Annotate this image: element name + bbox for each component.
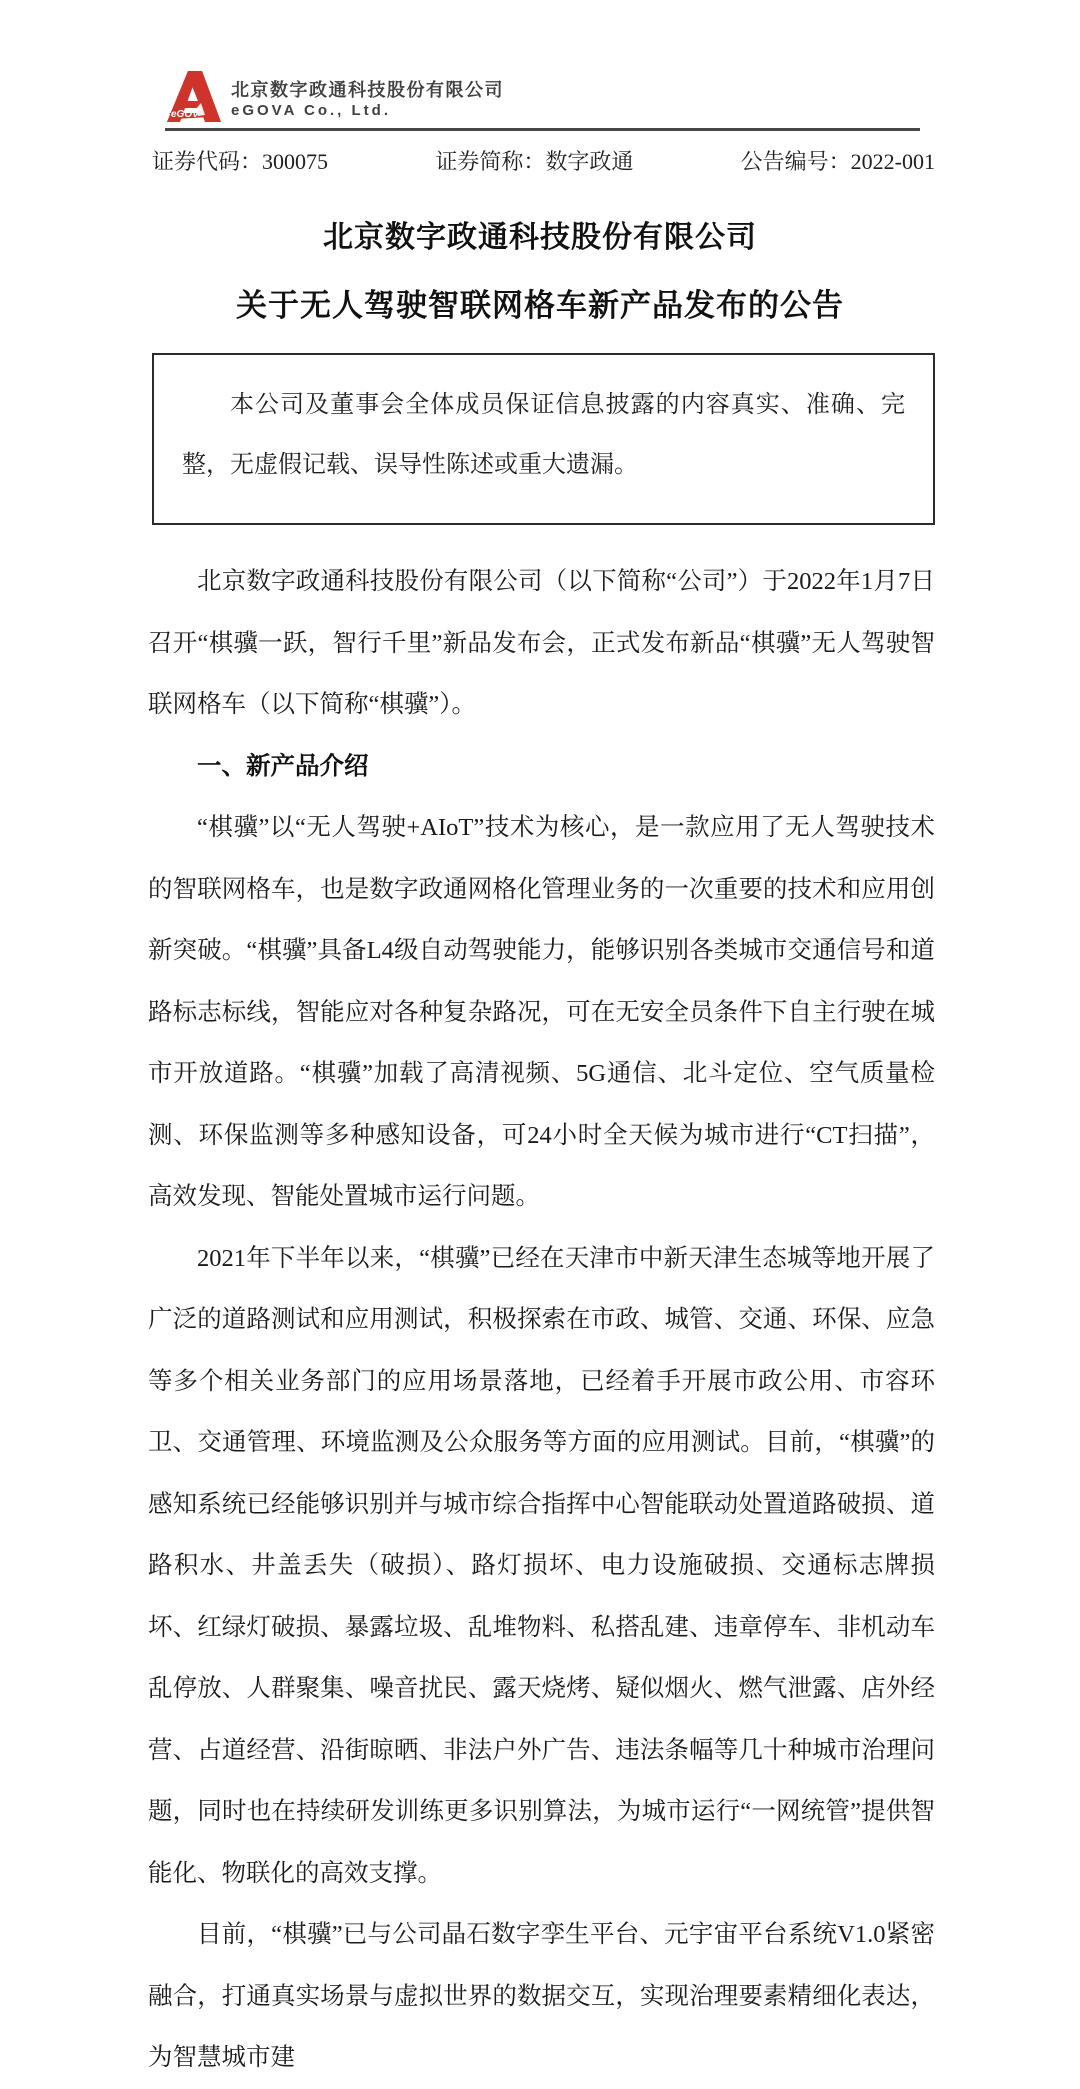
paragraph-testing-progress: 2021年下半年以来，“棋骥”已经在天津市中新天津生态城等地开展了广泛的道路测试和应用测试，积极探索在市政、城管、交通、环保、应急等多个相关业务部门的应用场景落地，已经着手开展市政公用、市容环卫、交通管理、环境监测及公众服务等方面的应用测试。目前，“棋骥”的感知系统已经能够识别并与城市综合指挥中心智能联动处置道路破损、道路积水、井盖丢失（破损）、路灯损坏、电力设施破损、交通标志牌损坏、红绿灯破损、暴露垃圾、乱堆物料、私搭乱建、违章停车、非机动车乱停放、人群聚集、噪音扰民、露天烧烤、疑似烟火、燃气泄露、店外经营、占道经营、沿街晾晒、非法户外广告、违法条幅等几十种城市治理问题，同时也在持续研发训练更多识别算法，为城市运行“一网统管”提供智能化、物联化的高效支撑。	[148, 1244, 935, 1887]
header-divider	[165, 128, 920, 131]
securities-meta-row	[152, 145, 935, 176]
section-heading-1: 一、新产品介绍	[197, 752, 369, 780]
company-name-cn: 北京数字政通科技股份有限公司	[231, 80, 504, 100]
announcement-body	[148, 551, 935, 2089]
paragraph-product-description: “棋骥”以“无人驾驶+AIoT”技术为核心，是一款应用了无人驾驶技术的智联网格车，也是数字政通网格化管理业务的一次重要的技术和应用创新突破。“棋骥”具备L4级自动驾驶能力，能够识别各类城市交通信号和道路标志标线，智能应对各种复杂路况，可在无安全员条件下自主行驶在城市开放道路。“棋骥”加载了高清视频、5G通信、北斗定位、空气质量检测、环保监测等多种感知设备，可24小时全天候为城市进行“CT扫描”，高效发现、智能处置城市运行问题。	[148, 814, 935, 1210]
svg-text:eGOV: eGOV	[171, 109, 199, 120]
document-title-subject: 关于无人驾驶智联网格车新产品发布的公告	[236, 288, 844, 323]
company-logo-header	[0, 0, 1080, 122]
paragraph-intro: 北京数字政通科技股份有限公司（以下简称“公司”）于2022年1月7日召开“棋骥一跃，智行千里”新品发布会，正式发布新品“棋骥”无人驾驶智联网格车（以下简称“棋骥”）。	[148, 568, 935, 718]
stock-short-name: 证券简称：数字政通	[435, 149, 634, 174]
egova-logo-icon	[165, 70, 221, 122]
paragraph-platform-integration: 目前，“棋骥”已与公司晶石数字孪生平台、元宇宙平台系统V1.0紧密融合，打通真实场景与虚拟世界的数据交互，实现治理要素精细化表达，为智慧城市建	[148, 1921, 935, 2071]
disclaimer-box	[152, 353, 935, 525]
disclaimer-text: 本公司及董事会全体成员保证信息披露的内容真实、准确、完整，无虚假记载、误导性陈述或重大遗漏。	[182, 392, 905, 478]
announcement-number: 公告编号：2022-001	[740, 149, 935, 174]
stock-code: 证券代码：300075	[152, 149, 329, 174]
document-title-company: 北京数字政通科技股份有限公司	[323, 221, 757, 254]
company-name-en: eGOVA Co., Ltd.	[231, 102, 391, 119]
company-logo-text	[231, 79, 504, 122]
